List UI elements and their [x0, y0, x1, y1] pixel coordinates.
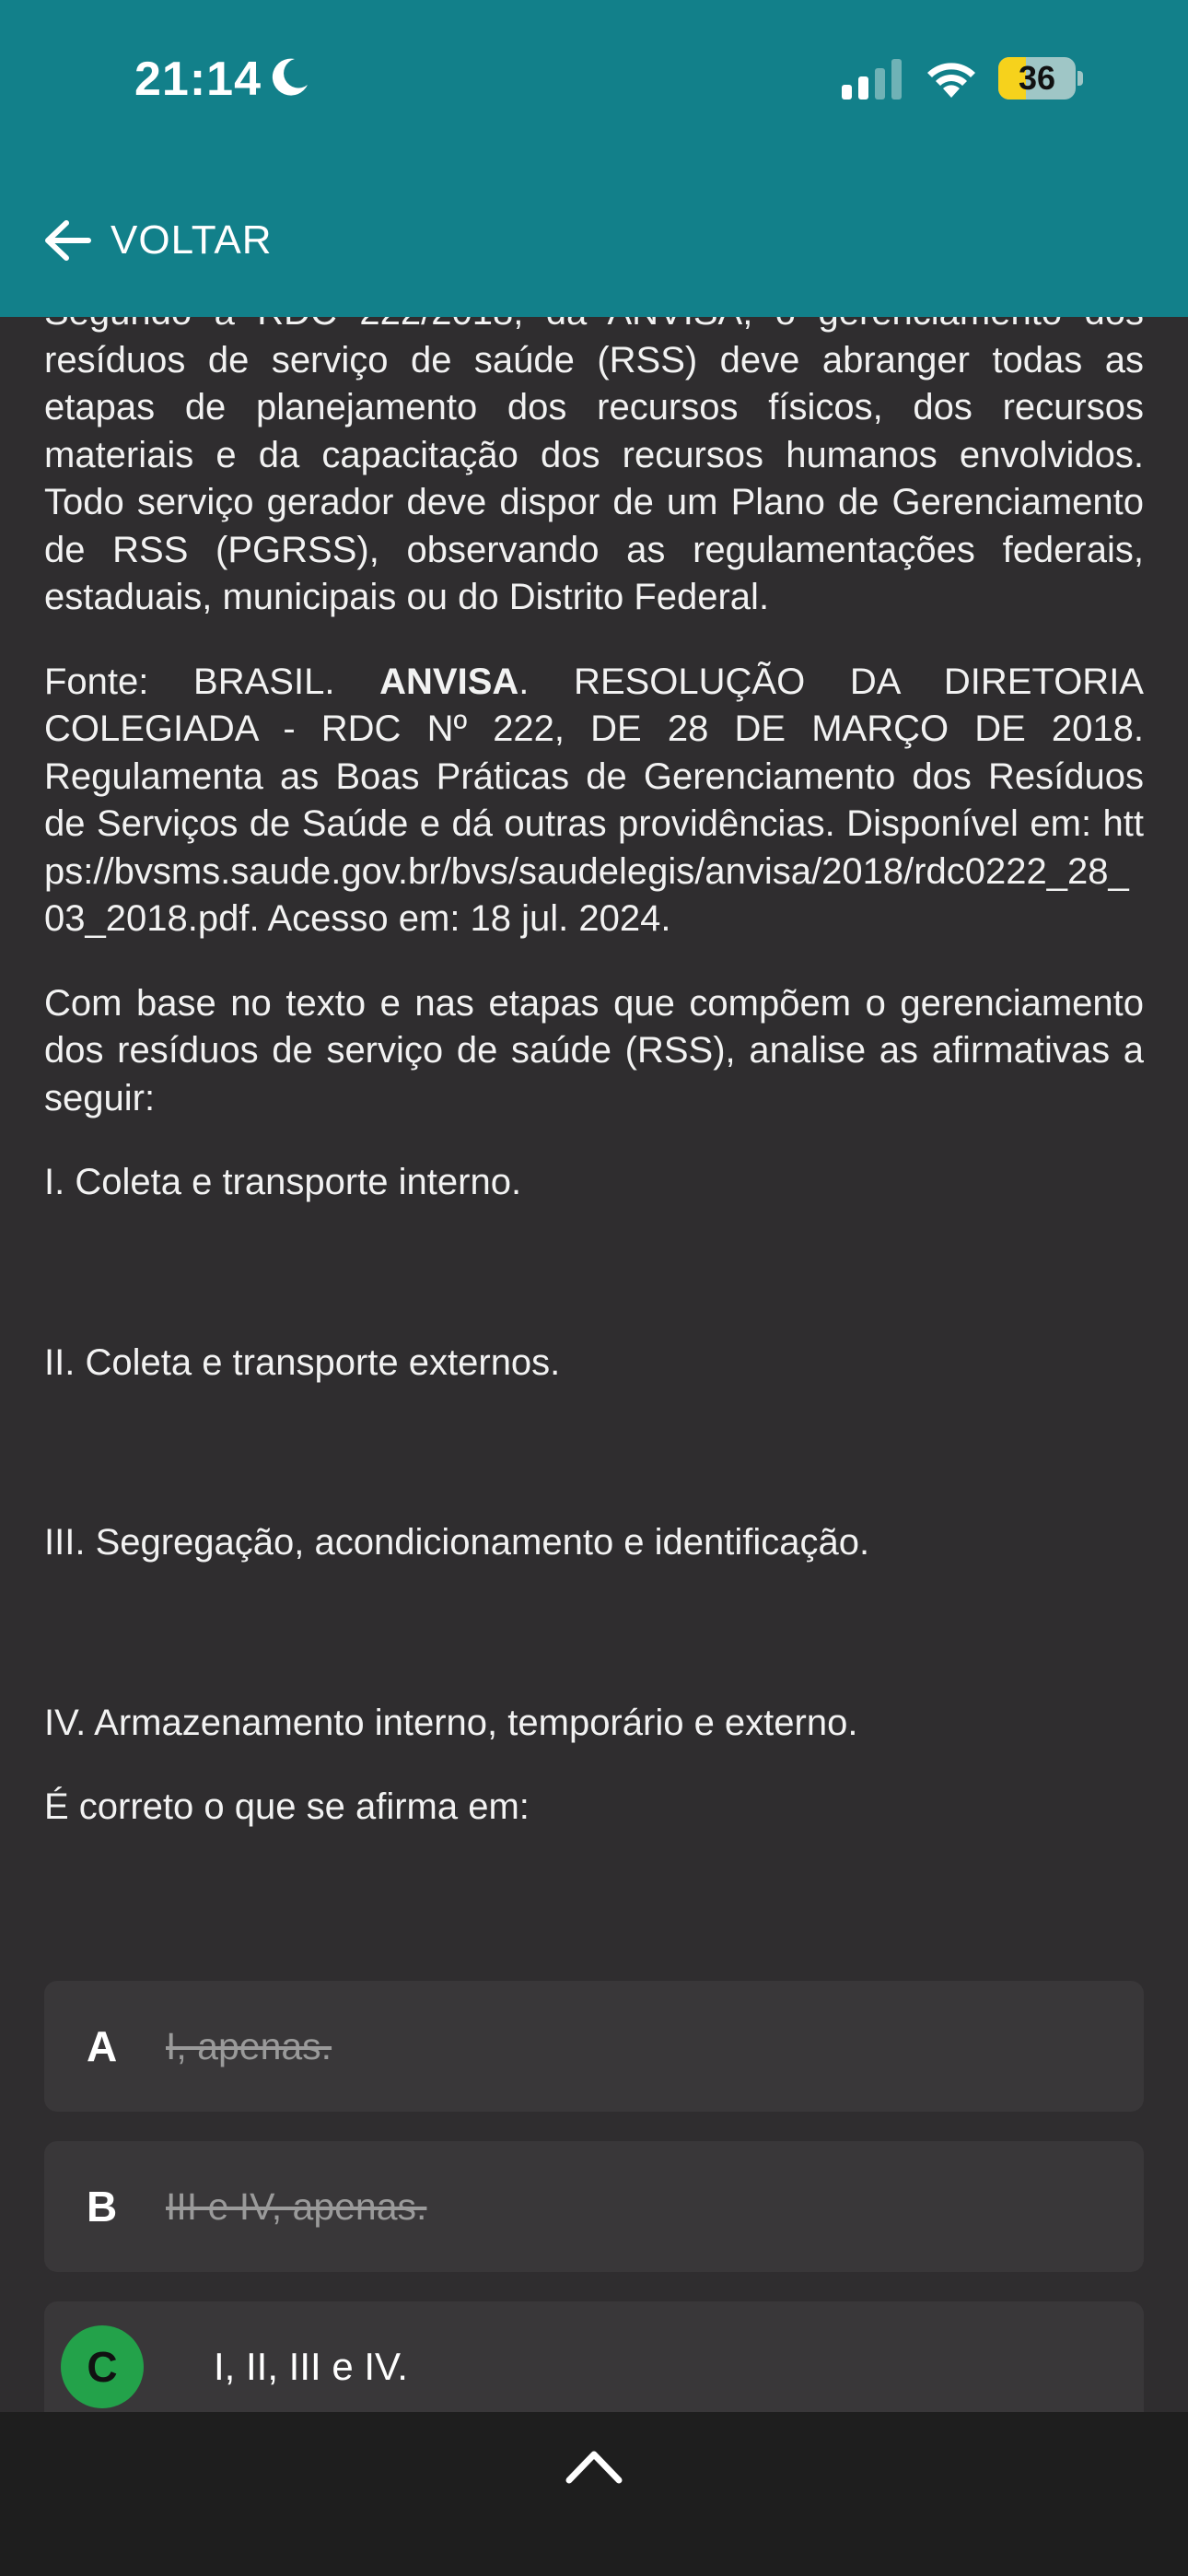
status-time: 21:14: [134, 53, 262, 106]
option-text: I, apenas.: [166, 2025, 332, 2067]
arrow-left-icon: [41, 214, 94, 267]
signal-icon: [842, 59, 903, 100]
battery-level: 36: [1018, 59, 1056, 97]
back-button[interactable]: [41, 214, 273, 267]
chevron-up-icon[interactable]: [564, 2445, 624, 2486]
intro-paragraph: resíduos de serviço de saúde (RSS) deve abranger todas as etapas de planejamento dos recursos físicos, dos recursos materiais e da capacitação dos recursos humanos envolvidos. Todo serviço gerador deve dispor de um Plano de Gerenciamento de RSS (PGRSS), observando as regulamentações federais, estaduais, municipais ou do Distrito Federal.: [44, 339, 1144, 617]
option-letter: B: [87, 2183, 118, 2231]
source-url: https://bvsms.saude.gov.br/bvs/saudelegis/anvisa/2018/rdc0222_28_03_2018.pdf: [44, 803, 1144, 939]
moon-icon: [267, 55, 311, 100]
question-prompt: É correto o que se afirma em:: [44, 1786, 530, 1827]
back-label: VOLTAR: [111, 217, 273, 263]
wifi-icon: [923, 55, 980, 100]
statement-3: III. Segregação, acondicionamento e identificação.: [44, 1522, 870, 1563]
source-prefix: Fonte: BRASIL.: [44, 661, 335, 702]
bottom-bar: [0, 2412, 1188, 2576]
option-text: I, II, III e IV.: [214, 2345, 408, 2388]
option-b[interactable]: [44, 2141, 1144, 2272]
option-text: III e IV, apenas.: [166, 2185, 427, 2228]
question-content: [44, 289, 1144, 1832]
selected-option-badge: C: [61, 2325, 144, 2408]
battery-tip: [1077, 71, 1083, 86]
statement-2: II. Coleta e transporte externos.: [44, 1341, 561, 1383]
option-letter: A: [87, 2022, 118, 2070]
statement-4: IV. Armazenamento interno, temporário e externo.: [44, 1702, 858, 1743]
instruction-paragraph: Com base no texto e nas etapas que compõem o gerenciamento dos resíduos de serviço de saúde (RSS), analise as afirmativas a seguir:: [44, 982, 1144, 1118]
source-paragraph: [44, 659, 1144, 943]
source-rest: . RESOLUÇÃO DA DIRETORIA COLEGIADA - RDC Nº 222, DE 28 DE MARÇO DE 2018. Regulamenta as Boas Práticas de Gerenciamento dos Resíduos de Serviços de Saúde e dá outras providências. Disponível em:: [44, 661, 1144, 844]
statement-1: I. Coleta e transporte interno.: [44, 1162, 522, 1202]
battery-indicator: [998, 57, 1076, 100]
app-header: [0, 0, 1188, 317]
source-access: . Acesso em: 18 jul. 2024.: [249, 898, 671, 939]
option-a[interactable]: [44, 1981, 1144, 2112]
source-bold: ANVISA: [379, 661, 519, 702]
